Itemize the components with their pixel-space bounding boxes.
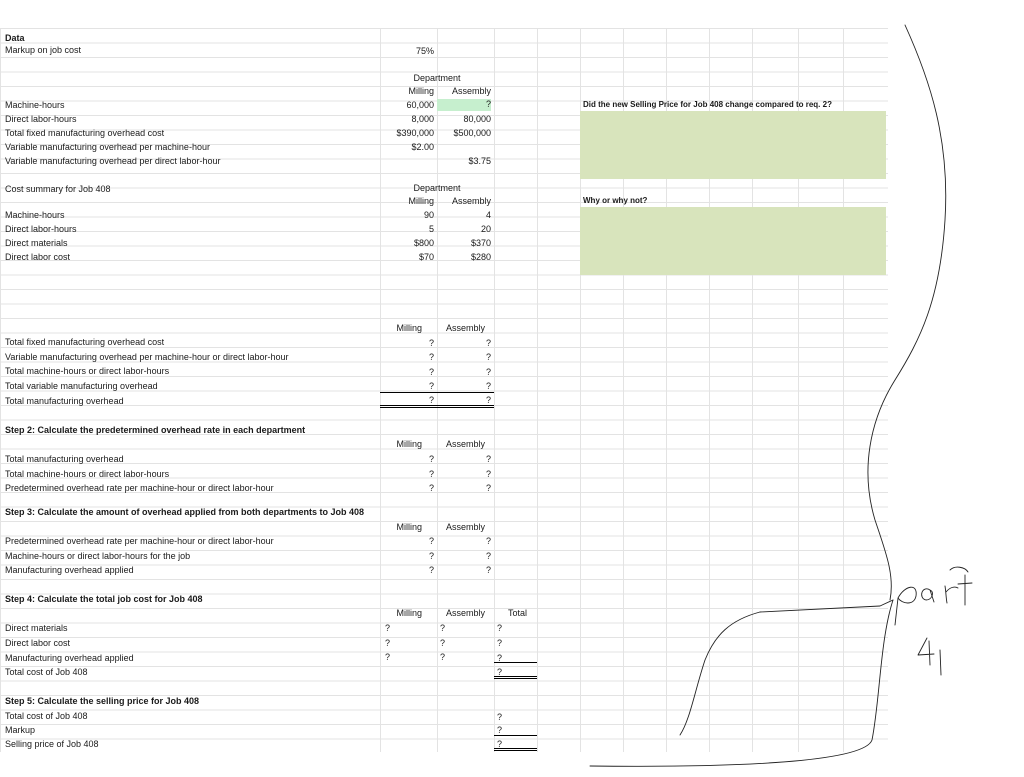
cell-milling[interactable]: ? bbox=[428, 367, 434, 377]
cell-milling[interactable]: ? bbox=[428, 483, 434, 493]
row-label: Direct labor-hours bbox=[5, 224, 77, 234]
row-label: Manufacturing overhead applied bbox=[5, 653, 134, 663]
letter-p bbox=[895, 587, 916, 625]
col-assembly: Assembly bbox=[445, 608, 485, 618]
cell-assembly[interactable]: ? bbox=[485, 395, 491, 405]
cell-assembly: $280 bbox=[470, 252, 491, 262]
col-milling: Milling bbox=[396, 323, 422, 333]
cell-assembly[interactable]: ? bbox=[485, 352, 491, 362]
row-label: Markup bbox=[5, 725, 36, 735]
cell-assembly[interactable]: ? bbox=[485, 565, 491, 575]
col-milling: Milling bbox=[396, 439, 422, 449]
row-label: Direct labor cost bbox=[5, 252, 71, 262]
row-label: Direct labor-hours bbox=[5, 114, 77, 124]
row-label: Total cost of Job 408 bbox=[5, 667, 88, 677]
cell-total[interactable]: ? bbox=[497, 653, 503, 663]
col-assembly: Assembly bbox=[445, 439, 485, 449]
data-header: Data bbox=[5, 33, 25, 43]
row-label: Manufacturing overhead applied bbox=[5, 565, 134, 575]
markup-value: 75% bbox=[415, 46, 434, 56]
row-label: Total variable manufacturing overhead bbox=[5, 381, 158, 391]
cell-milling[interactable]: ? bbox=[428, 536, 434, 546]
row-label: Total manufacturing overhead bbox=[5, 454, 124, 464]
cell-milling: 60,000 bbox=[406, 100, 434, 110]
cell-milling[interactable]: ? bbox=[428, 395, 434, 405]
col-milling: Milling bbox=[396, 608, 422, 618]
row-label: Machine-hours bbox=[5, 100, 65, 110]
cell-assembly[interactable]: ? bbox=[485, 536, 491, 546]
cell-assembly[interactable]: ? bbox=[485, 469, 491, 479]
cell-milling[interactable]: ? bbox=[440, 638, 446, 648]
cell-total[interactable]: ? bbox=[497, 638, 503, 648]
cell-assembly: $3.75 bbox=[468, 156, 491, 166]
step3-header: Step 3: Calculate the amount of overhead applied from both departments to Job 408 bbox=[5, 507, 365, 517]
step2-header: Step 2: Calculate the predetermined overhead rate in each department bbox=[5, 425, 306, 435]
cell-milling[interactable]: ? bbox=[428, 469, 434, 479]
cost-summary-header: Cost summary for Job 408 bbox=[5, 184, 111, 194]
col-assembly: Assembly bbox=[445, 522, 485, 532]
cell-assembly[interactable]: ? bbox=[485, 454, 491, 464]
cell-milling: 90 bbox=[423, 210, 434, 220]
flourish bbox=[950, 567, 968, 572]
cell-milling[interactable]: ? bbox=[440, 652, 446, 662]
cell-milling[interactable]: ? bbox=[428, 551, 434, 561]
cell-assembly: 20 bbox=[480, 224, 491, 234]
row-label: Variable manufacturing overhead per direct labor-hour bbox=[5, 156, 221, 166]
tick-mark bbox=[940, 650, 941, 675]
cell-total[interactable]: ? bbox=[497, 667, 503, 677]
col-milling: Milling bbox=[408, 86, 434, 96]
lower-bracket-stroke bbox=[590, 600, 893, 766]
col-assembly: Assembly bbox=[445, 323, 485, 333]
cell-pre[interactable]: ? bbox=[385, 623, 391, 633]
row-label: Machine-hours bbox=[5, 210, 65, 220]
letter-r bbox=[945, 586, 958, 603]
col-assembly: Assembly bbox=[451, 86, 491, 96]
markup-label: Markup on job cost bbox=[5, 45, 82, 55]
cell-milling: 8,000 bbox=[411, 114, 434, 124]
cell-assembly-highlight[interactable]: ? bbox=[437, 99, 491, 111]
letter-t bbox=[958, 575, 972, 605]
cell-assembly[interactable]: ? bbox=[485, 551, 491, 561]
step4-header: Step 4: Calculate the total job cost for Job 408 bbox=[5, 594, 203, 604]
row-label: Total manufacturing overhead bbox=[5, 396, 124, 406]
row-label: Variable manufacturing overhead per machine-hour bbox=[5, 142, 210, 152]
col-milling: Milling bbox=[408, 196, 434, 206]
cell-pre[interactable]: ? bbox=[385, 638, 391, 648]
cell-assembly: 80,000 bbox=[463, 114, 491, 124]
row-label: Direct materials bbox=[5, 238, 68, 248]
row-label: Direct labor cost bbox=[5, 638, 71, 648]
row-label: Selling price of Job 408 bbox=[5, 739, 99, 749]
cell-total[interactable]: ? bbox=[497, 739, 503, 749]
cell-assembly: 4 bbox=[485, 210, 491, 220]
cell-assembly[interactable]: ? bbox=[485, 381, 491, 391]
row-label: Total fixed manufacturing overhead cost bbox=[5, 128, 165, 138]
bracket-stroke bbox=[868, 25, 946, 600]
question-2: Why or why not? bbox=[583, 196, 648, 205]
pointer-line bbox=[760, 600, 893, 612]
cell-milling[interactable]: ? bbox=[428, 381, 434, 391]
cell-milling[interactable]: ? bbox=[428, 338, 434, 348]
row-label: Predetermined overhead rate per machine-hour or direct labor-hour bbox=[5, 483, 274, 493]
cell-assembly: $500,000 bbox=[453, 128, 491, 138]
cell-milling: $70 bbox=[418, 252, 434, 262]
cell-milling[interactable]: ? bbox=[428, 352, 434, 362]
cell-milling[interactable]: ? bbox=[428, 565, 434, 575]
cell-assembly: $370 bbox=[470, 238, 491, 248]
cell-milling: $2.00 bbox=[411, 142, 434, 152]
row-label: Total machine-hours or direct labor-hours bbox=[5, 366, 170, 376]
left-curve-stroke bbox=[680, 612, 760, 735]
cell-milling: $390,000 bbox=[396, 128, 434, 138]
row-label: Machine-hours or direct labor-hours for the job bbox=[5, 551, 191, 561]
department-label: Department bbox=[413, 183, 461, 193]
cell-milling: 5 bbox=[428, 224, 434, 234]
cell-assembly[interactable]: ? bbox=[485, 367, 491, 377]
cell-assembly[interactable]: ? bbox=[485, 483, 491, 493]
row-label: Variable manufacturing overhead per machine-hour or direct labor-hour bbox=[5, 352, 289, 362]
step5-header: Step 5: Calculate the selling price for Job 408 bbox=[5, 696, 200, 706]
digit-4 bbox=[918, 638, 934, 665]
row-label: Total cost of Job 408 bbox=[5, 711, 88, 721]
cell-total[interactable]: ? bbox=[497, 712, 503, 722]
cell-milling[interactable]: ? bbox=[440, 623, 446, 633]
col-milling: Milling bbox=[396, 522, 422, 532]
row-label: Direct materials bbox=[5, 623, 68, 633]
cell-total[interactable]: ? bbox=[497, 623, 503, 633]
letter-a bbox=[922, 589, 934, 602]
col-total: Total bbox=[508, 608, 528, 618]
cell-milling: $800 bbox=[413, 238, 434, 248]
row-label: Predetermined overhead rate per machine-hour or direct labor-hour bbox=[5, 536, 274, 546]
cell-milling[interactable]: ? bbox=[428, 454, 434, 464]
cell-assembly[interactable]: ? bbox=[485, 338, 491, 348]
row-label: Total fixed manufacturing overhead cost bbox=[5, 337, 165, 347]
col-assembly: Assembly bbox=[451, 196, 491, 206]
department-label: Department bbox=[413, 73, 461, 83]
cell-pre[interactable]: ? bbox=[385, 652, 391, 662]
cell-total[interactable]: ? bbox=[497, 725, 503, 735]
question-1: Did the new Selling Price for Job 408 change compared to req. 2? bbox=[583, 100, 832, 109]
row-label: Total machine-hours or direct labor-hours bbox=[5, 469, 170, 479]
